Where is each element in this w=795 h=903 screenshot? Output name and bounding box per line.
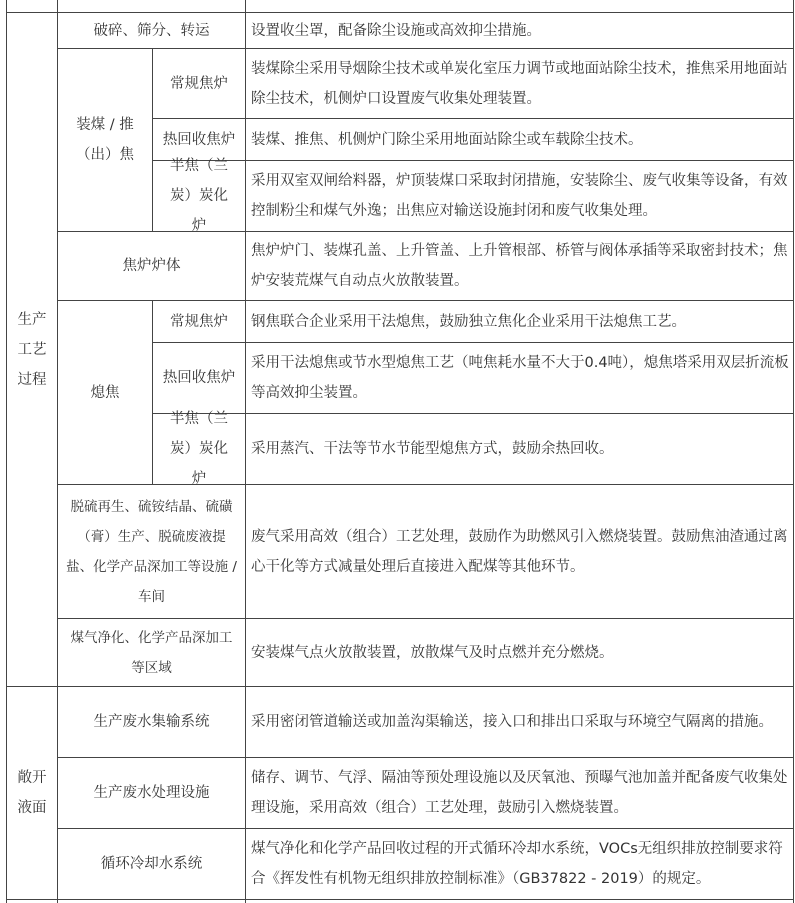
- requirement-cell: [245, 160, 794, 232]
- requirement-cell: [245, 757, 794, 829]
- table-cell: [245, 899, 794, 903]
- requirement-text: 焦炉炉门、装煤孔盖、上升管盖、上升管根部、桥管与阀体承插等采取密封技术；焦炉安装荒煤气自动点火放散装置。: [251, 243, 788, 289]
- item-cell: [57, 484, 246, 619]
- requirement-cell: [245, 686, 794, 758]
- type-label: 热回收焦炉: [162, 131, 236, 148]
- group-label: 生产工艺过程: [17, 311, 47, 388]
- requirement-cell: [245, 828, 794, 900]
- requirement-text: 采用密闭管道输送或加盖沟渠输送，接入口和排出口采取与环境空气隔离的措施。: [251, 714, 773, 730]
- item-label: 熄焦: [90, 384, 120, 401]
- requirement-text: 设置收尘罩，配备除尘设施或高效抑尘措施。: [251, 22, 541, 39]
- requirement-text: 煤气净化和化学产品回收过程的开式循环冷却水系统，VOCs无组织排放控制要求符合《挥发性有机物无组织排放控制标准》（GB37822 - 2019）的规定。: [251, 841, 783, 887]
- type-label: 半焦（兰炭）炭化炉: [170, 411, 228, 487]
- item-label: 循环冷却水系统: [100, 856, 203, 872]
- table-cell: [6, 899, 58, 903]
- item-cell: [57, 300, 153, 485]
- type-label: 热回收焦炉: [162, 370, 236, 386]
- requirement-text: 采用蒸汽、干法等节水节能型熄焦方式，鼓励余热回收。: [251, 441, 614, 457]
- group-production: [6, 12, 58, 687]
- requirement-text: 采用双室双闸给料器，炉顶装煤口采取封闭措施，安装除尘、废气收集等设备，有效控制粉尘和煤气外逸；出焦应对输送设施封闭和废气收集处理。: [251, 173, 788, 219]
- requirement-text: 钢焦联合企业采用干法熄焦，鼓励独立焦化企业采用干法熄焦工艺。: [251, 313, 686, 330]
- requirement-text: 装煤除尘采用导烟除尘技术或单炭化室压力调节或地面站除尘技术，推焦采用地面站除尘技术，机侧炉口设置废气收集处理装置。: [251, 60, 788, 107]
- requirement-text: 废气采用高效（组合）工艺处理，鼓励作为助燃风引入燃烧装置。鼓励焦油渣通过离心干化等方式减量处理后直接进入配煤等其他环节。: [251, 528, 788, 575]
- requirement-text: 装煤、推焦、机侧炉门除尘采用地面站除尘或车载除尘技术。: [251, 131, 643, 148]
- requirement-text: 采用干法熄焦或节水型熄焦工艺（吨焦耗水量不大于0.4吨），熄焦塔采用双层折流板等高效抑尘装置。: [251, 355, 789, 401]
- requirement-cell: [245, 48, 794, 119]
- requirement-text: 安装煤气点火放散装置，放散煤气及时点燃并充分燃烧。: [251, 644, 614, 661]
- requirement-cell: [245, 413, 794, 485]
- item-cell: [57, 757, 246, 829]
- group-open-liquid: [6, 686, 58, 900]
- item-label: 生产废水集输系统: [93, 714, 210, 730]
- item-label: 焦炉炉体: [122, 258, 181, 274]
- requirement-cell: [245, 618, 794, 687]
- item-cell: [57, 231, 246, 301]
- requirement-cell: [245, 342, 794, 414]
- type-cell: [152, 48, 246, 119]
- requirement-cell: [245, 12, 794, 49]
- type-cell: [152, 300, 246, 343]
- type-label: 常规焦炉: [170, 313, 228, 330]
- requirement-text: 储存、调节、气浮、隔油等预处理设施以及厌氧池、预曝气池加盖并配备废气收集处理设施，采用高效（组合）工艺处理，鼓励引入燃烧装置。: [251, 770, 788, 816]
- requirement-cell: [245, 300, 794, 343]
- item-label: 装煤 / 推（出）焦: [76, 117, 134, 163]
- item-cell: [57, 12, 246, 49]
- type-label: 常规焦炉: [170, 75, 228, 92]
- group-label: 敞开液面: [17, 770, 47, 816]
- item-label: 破碎、筛分、转运: [93, 22, 210, 39]
- item-label: 脱硫再生、硫铵结晶、硫磺（膏）生产、脱硫废液提盐、化学产品深加工等设施 / 车间: [66, 498, 237, 605]
- item-label: 生产废水处理设施: [93, 785, 210, 801]
- type-cell: [152, 413, 246, 485]
- item-label: 煤气净化、化学产品深加工等区域: [70, 629, 233, 676]
- type-label: 半焦（兰炭）炭化炉: [170, 158, 228, 234]
- item-cell: [57, 48, 153, 232]
- item-cell: [57, 618, 246, 687]
- requirement-cell: [245, 484, 794, 619]
- requirement-cell: [245, 231, 794, 301]
- requirement-cell: [245, 118, 794, 161]
- type-cell: [152, 160, 246, 232]
- table-cell: [57, 899, 246, 903]
- item-cell: [57, 686, 246, 758]
- item-cell: [57, 828, 246, 900]
